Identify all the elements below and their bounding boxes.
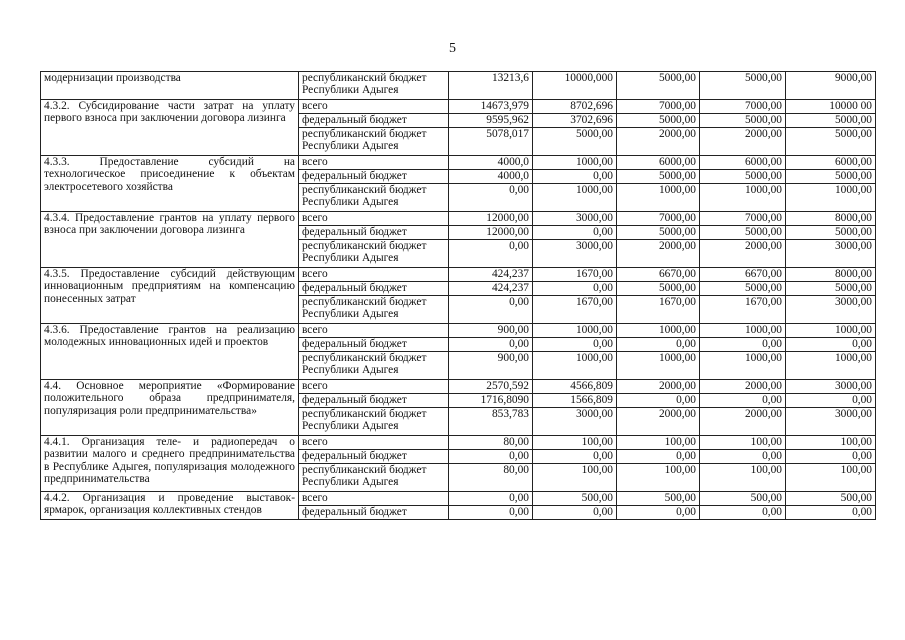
value-cell: 100,00 bbox=[617, 436, 700, 450]
table-row bbox=[41, 72, 876, 100]
value-cell: 500,00 bbox=[533, 492, 617, 506]
value-cell: 8000,00 bbox=[786, 268, 876, 282]
value-cell: 0,00 bbox=[449, 506, 533, 520]
value-cell: 6000,00 bbox=[700, 156, 786, 170]
value-cell: 100,00 bbox=[617, 464, 700, 492]
value-cell: 5000,00 bbox=[617, 72, 700, 100]
funding-source-cell: всего bbox=[299, 100, 449, 114]
value-cell: 0,00 bbox=[449, 240, 533, 268]
value-cell: 7000,00 bbox=[700, 100, 786, 114]
activity-cell: 4.3.3. Предоставление субсидий на технологическое присоединение к объектам электросетевого хозяйства bbox=[41, 156, 299, 212]
value-cell: 0,00 bbox=[449, 492, 533, 506]
value-cell: 500,00 bbox=[617, 492, 700, 506]
value-cell: 2000,00 bbox=[617, 240, 700, 268]
value-cell: 500,00 bbox=[700, 492, 786, 506]
value-cell: 1670,00 bbox=[533, 268, 617, 282]
value-cell: 1000,00 bbox=[786, 184, 876, 212]
value-cell: 5000,00 bbox=[786, 170, 876, 184]
value-cell: 424,237 bbox=[449, 282, 533, 296]
value-cell: 0,00 bbox=[700, 338, 786, 352]
table-row bbox=[41, 324, 876, 338]
value-cell: 0,00 bbox=[449, 338, 533, 352]
value-cell: 100,00 bbox=[533, 464, 617, 492]
funding-source-cell: федеральный бюджет bbox=[299, 506, 449, 520]
value-cell: 7000,00 bbox=[617, 212, 700, 226]
value-cell: 1000,00 bbox=[617, 184, 700, 212]
value-cell: 0,00 bbox=[786, 394, 876, 408]
value-cell: 12000,00 bbox=[449, 226, 533, 240]
value-cell: 80,00 bbox=[449, 436, 533, 450]
value-cell: 0,00 bbox=[617, 506, 700, 520]
value-cell: 5000,00 bbox=[786, 114, 876, 128]
table-row bbox=[41, 100, 876, 114]
page-number: 5 bbox=[449, 41, 456, 56]
table-row bbox=[41, 268, 876, 282]
value-cell: 3000,00 bbox=[533, 408, 617, 436]
activity-cell: 4.4.1. Организация теле- и радиопередач о развитии малого и среднего предпринимательства в Республике Адыгея, популяризация молодежного предпринимательства bbox=[41, 436, 299, 492]
value-cell: 10000,000 bbox=[533, 72, 617, 100]
funding-source-cell: всего bbox=[299, 268, 449, 282]
value-cell: 12000,00 bbox=[449, 212, 533, 226]
funding-source-cell: республиканский бюджет Республики Адыгея bbox=[299, 128, 449, 156]
value-cell: 1670,00 bbox=[700, 296, 786, 324]
value-cell: 9595,962 bbox=[449, 114, 533, 128]
value-cell: 1000,00 bbox=[700, 352, 786, 380]
value-cell: 7000,00 bbox=[617, 100, 700, 114]
value-cell: 1670,00 bbox=[617, 296, 700, 324]
value-cell: 0,00 bbox=[700, 506, 786, 520]
value-cell: 1000,00 bbox=[786, 324, 876, 338]
value-cell: 7000,00 bbox=[700, 212, 786, 226]
value-cell: 3702,696 bbox=[533, 114, 617, 128]
value-cell: 100,00 bbox=[533, 436, 617, 450]
value-cell: 0,00 bbox=[786, 338, 876, 352]
funding-source-cell: республиканский бюджет Республики Адыгея bbox=[299, 184, 449, 212]
value-cell: 1000,00 bbox=[533, 156, 617, 170]
value-cell: 4000,0 bbox=[449, 170, 533, 184]
value-cell: 1000,00 bbox=[700, 324, 786, 338]
value-cell: 5000,00 bbox=[700, 114, 786, 128]
funding-source-cell: республиканский бюджет Республики Адыгея bbox=[299, 464, 449, 492]
value-cell: 5000,00 bbox=[533, 128, 617, 156]
value-cell: 1000,00 bbox=[533, 324, 617, 338]
value-cell: 5000,00 bbox=[700, 282, 786, 296]
value-cell: 2000,00 bbox=[700, 128, 786, 156]
activity-cell: 4.4. Основное мероприятие «Формирование положительного образа предпринимателя, популяризация роли предпринимательства» bbox=[41, 380, 299, 436]
value-cell: 3000,00 bbox=[533, 240, 617, 268]
value-cell: 3000,00 bbox=[786, 240, 876, 268]
value-cell: 1000,00 bbox=[786, 352, 876, 380]
value-cell: 3000,00 bbox=[786, 380, 876, 394]
value-cell: 5000,00 bbox=[700, 72, 786, 100]
funding-source-cell: федеральный бюджет bbox=[299, 114, 449, 128]
value-cell: 2000,00 bbox=[700, 240, 786, 268]
value-cell: 1000,00 bbox=[617, 324, 700, 338]
value-cell: 8000,00 bbox=[786, 212, 876, 226]
value-cell: 100,00 bbox=[700, 464, 786, 492]
funding-source-cell: федеральный бюджет bbox=[299, 394, 449, 408]
value-cell: 0,00 bbox=[700, 394, 786, 408]
value-cell: 3000,00 bbox=[786, 296, 876, 324]
value-cell: 2000,00 bbox=[617, 128, 700, 156]
value-cell: 4000,0 bbox=[449, 156, 533, 170]
funding-source-cell: федеральный бюджет bbox=[299, 170, 449, 184]
funding-source-cell: республиканский бюджет Республики Адыгея bbox=[299, 296, 449, 324]
value-cell: 1670,00 bbox=[533, 296, 617, 324]
funding-source-cell: всего bbox=[299, 380, 449, 394]
value-cell: 5000,00 bbox=[617, 282, 700, 296]
value-cell: 2000,00 bbox=[700, 380, 786, 394]
activity-cell: модернизации производства bbox=[41, 72, 299, 100]
budget-table bbox=[40, 71, 876, 520]
value-cell: 5000,00 bbox=[617, 170, 700, 184]
funding-source-cell: всего bbox=[299, 324, 449, 338]
funding-source-cell: федеральный бюджет bbox=[299, 282, 449, 296]
value-cell: 5078,017 bbox=[449, 128, 533, 156]
activity-cell: 4.3.5. Предоставление субсидий действующим инновационным предприятиям на компенсацию понесенных затрат bbox=[41, 268, 299, 324]
value-cell: 0,00 bbox=[786, 506, 876, 520]
funding-source-cell: всего bbox=[299, 492, 449, 506]
value-cell: 0,00 bbox=[533, 170, 617, 184]
value-cell: 0,00 bbox=[617, 450, 700, 464]
value-cell: 2000,00 bbox=[617, 380, 700, 394]
value-cell: 0,00 bbox=[449, 450, 533, 464]
value-cell: 0,00 bbox=[533, 226, 617, 240]
activity-cell: 4.3.6. Предоставление грантов на реализацию молодежных инновационных идей и проектов bbox=[41, 324, 299, 380]
value-cell: 0,00 bbox=[533, 450, 617, 464]
value-cell: 5000,00 bbox=[786, 282, 876, 296]
value-cell: 1716,8090 bbox=[449, 394, 533, 408]
value-cell: 5000,00 bbox=[617, 114, 700, 128]
value-cell: 13213,6 bbox=[449, 72, 533, 100]
value-cell: 10000 00 bbox=[786, 100, 876, 114]
value-cell: 2000,00 bbox=[617, 408, 700, 436]
value-cell: 0,00 bbox=[533, 338, 617, 352]
value-cell: 1000,00 bbox=[617, 352, 700, 380]
table-row bbox=[41, 212, 876, 226]
value-cell: 2570,592 bbox=[449, 380, 533, 394]
value-cell: 853,783 bbox=[449, 408, 533, 436]
table-row bbox=[41, 436, 876, 450]
funding-source-cell: всего bbox=[299, 212, 449, 226]
value-cell: 0,00 bbox=[617, 394, 700, 408]
value-cell: 100,00 bbox=[786, 464, 876, 492]
value-cell: 1566,809 bbox=[533, 394, 617, 408]
value-cell: 900,00 bbox=[449, 352, 533, 380]
funding-source-cell: федеральный бюджет bbox=[299, 226, 449, 240]
value-cell: 6670,00 bbox=[700, 268, 786, 282]
value-cell: 100,00 bbox=[700, 436, 786, 450]
value-cell: 500,00 bbox=[786, 492, 876, 506]
value-cell: 0,00 bbox=[449, 296, 533, 324]
value-cell: 1000,00 bbox=[533, 184, 617, 212]
funding-source-cell: всего bbox=[299, 156, 449, 170]
value-cell: 5000,00 bbox=[617, 226, 700, 240]
value-cell: 4566,809 bbox=[533, 380, 617, 394]
value-cell: 3000,00 bbox=[533, 212, 617, 226]
activity-cell: 4.3.2. Субсидирование части затрат на уплату первого взноса при заключении договора лизинга bbox=[41, 100, 299, 156]
value-cell: 424,237 bbox=[449, 268, 533, 282]
value-cell: 0,00 bbox=[786, 450, 876, 464]
value-cell: 6000,00 bbox=[617, 156, 700, 170]
table-row bbox=[41, 492, 876, 506]
funding-source-cell: всего bbox=[299, 436, 449, 450]
value-cell: 14673,979 bbox=[449, 100, 533, 114]
value-cell: 80,00 bbox=[449, 464, 533, 492]
value-cell: 9000,00 bbox=[786, 72, 876, 100]
value-cell: 5000,00 bbox=[786, 128, 876, 156]
value-cell: 6670,00 bbox=[617, 268, 700, 282]
activity-cell: 4.4.2. Организация и проведение выставок-ярмарок, организация коллективных стендов bbox=[41, 492, 299, 520]
funding-source-cell: федеральный бюджет bbox=[299, 338, 449, 352]
value-cell: 0,00 bbox=[533, 282, 617, 296]
value-cell: 6000,00 bbox=[786, 156, 876, 170]
value-cell: 100,00 bbox=[786, 436, 876, 450]
funding-source-cell: федеральный бюджет bbox=[299, 450, 449, 464]
activity-cell: 4.3.4. Предоставление грантов на уплату первого взноса при заключении договора лизинга bbox=[41, 212, 299, 268]
value-cell: 2000,00 bbox=[700, 408, 786, 436]
value-cell: 1000,00 bbox=[533, 352, 617, 380]
funding-source-cell: республиканский бюджет Республики Адыгея bbox=[299, 240, 449, 268]
value-cell: 5000,00 bbox=[700, 226, 786, 240]
value-cell: 5000,00 bbox=[786, 226, 876, 240]
funding-source-cell: республиканский бюджет Республики Адыгея bbox=[299, 408, 449, 436]
value-cell: 5000,00 bbox=[700, 170, 786, 184]
value-cell: 3000,00 bbox=[786, 408, 876, 436]
value-cell: 0,00 bbox=[449, 184, 533, 212]
value-cell: 1000,00 bbox=[700, 184, 786, 212]
value-cell: 0,00 bbox=[617, 338, 700, 352]
table-row bbox=[41, 156, 876, 170]
table-row bbox=[41, 380, 876, 394]
value-cell: 8702,696 bbox=[533, 100, 617, 114]
value-cell: 0,00 bbox=[700, 450, 786, 464]
value-cell: 900,00 bbox=[449, 324, 533, 338]
funding-source-cell: республиканский бюджет Республики Адыгея bbox=[299, 352, 449, 380]
value-cell: 0,00 bbox=[533, 506, 617, 520]
funding-source-cell: республиканский бюджет Республики Адыгея bbox=[299, 72, 449, 100]
